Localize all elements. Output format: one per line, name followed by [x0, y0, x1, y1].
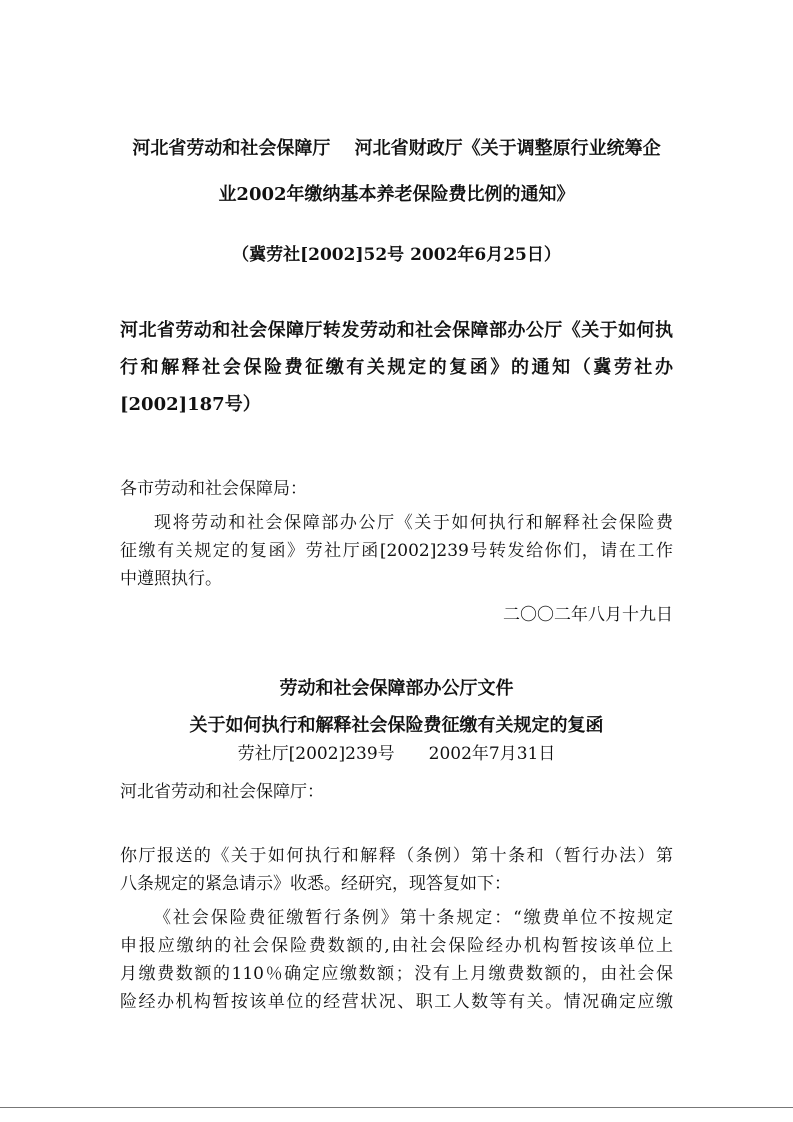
notice2-title-line: [2002]187号） — [120, 394, 261, 415]
document-paragraph — [120, 842, 673, 898]
document-title: 关于如何执行和解释社会保险费征缴有关规定的复函 — [189, 715, 604, 736]
paragraph-line: 《社会保险费征缴暂行条例》第十条规定：“缴费单位不按规定 — [154, 908, 673, 928]
notice2-title-line: 行和解释社会保险费征缴有关规定的复函》的通知（冀劳社办 — [120, 357, 673, 378]
paragraph-line: 八条规定的紧急请示》收悉。经研究，现答复如下： — [120, 874, 511, 894]
paragraph-line: 中遵照执行。 — [120, 569, 222, 589]
page-bottom-rule — [0, 1107, 793, 1108]
document-header: 劳动和社会保障部办公厅文件 — [279, 678, 514, 699]
paragraph-line: 现将劳动和社会保障部办公厅《关于如何执行和解释社会保险费 — [154, 513, 673, 533]
notice1-title-line: 河北省劳动和社会保障厅 河北省财政厅《关于调整原行业统筹企 — [132, 138, 661, 159]
notice1-reference: （冀劳社[2002]52号 2002年6月25日） — [232, 245, 561, 265]
notice2-date: 二〇〇二年八月十九日 — [503, 605, 673, 625]
document-paragraph — [120, 904, 673, 1016]
notice2-title — [120, 312, 673, 423]
notice2-paragraph — [120, 509, 673, 593]
document-reference: 劳社厅[2002]239号 2002年7月31日 — [237, 744, 556, 764]
paragraph-line: 申报应缴纳的社会保险费数额的,由社会保险经办机构暂按该单位上 — [120, 936, 673, 956]
paragraph-line: 月缴费数额的110％确定应缴数额；没有上月缴费数额的，由社会保 — [120, 964, 673, 984]
paragraph-line: 征缴有关规定的复函》劳社厅函[2002]239号转发给你们，请在工作 — [120, 541, 673, 561]
paragraph-line: 险经办机构暂按该单位的经营状况、职工人数等有关。情况确定应缴 — [120, 992, 673, 1012]
notice2-title-line: 河北省劳动和社会保障厅转发劳动和社会保障部办公厅《关于如何执 — [120, 320, 673, 341]
notice1-title-line: 业2002年缴纳基本养老保险费比例的通知》 — [218, 184, 575, 205]
notice2-salutation: 各市劳动和社会保障局： — [120, 479, 307, 499]
notice1-title — [120, 126, 673, 218]
document-salutation: 河北省劳动和社会保障厅： — [120, 782, 324, 802]
paragraph-line: 你厅报送的《关于如何执行和解释（条例）第十条和（暂行办法）第 — [120, 846, 673, 866]
